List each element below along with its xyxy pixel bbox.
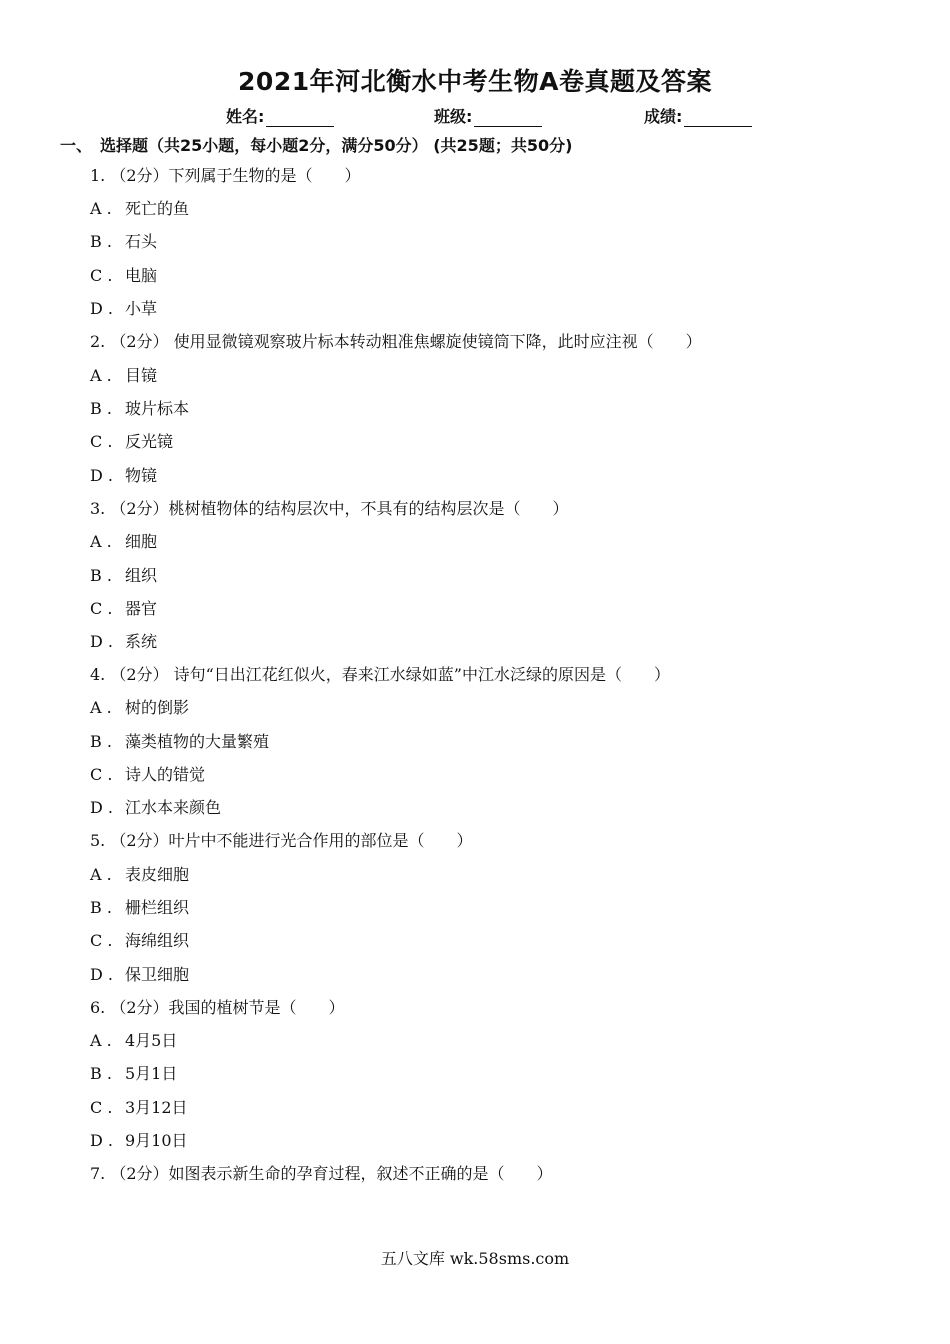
option-letter: C . (90, 765, 113, 784)
option-text: 电脑 (125, 266, 158, 285)
option-letter: B . (90, 732, 112, 751)
option-letter: B . (90, 399, 112, 418)
class-field (434, 104, 542, 127)
option-text: 9月10日 (125, 1131, 188, 1150)
option-text: 死亡的鱼 (125, 199, 190, 218)
option-6d (90, 1131, 188, 1151)
option-text: 系统 (125, 632, 158, 651)
option-text: 表皮细胞 (125, 865, 190, 884)
option-text: 栅栏组织 (125, 898, 190, 917)
option-letter: D . (90, 466, 113, 485)
option-text: 藻类植物的大量繁殖 (125, 732, 270, 751)
option-letter: C . (90, 266, 113, 285)
option-text: 细胞 (125, 532, 158, 551)
option-text: 石头 (125, 232, 158, 251)
page-footer: 五八文库 wk.58sms.com (380, 1249, 570, 1268)
option-2d (90, 466, 157, 486)
option-2c (90, 432, 173, 452)
option-6c (90, 1098, 188, 1118)
option-text: 5月1日 (125, 1064, 178, 1083)
option-letter: A . (90, 865, 112, 884)
option-text: 器官 (125, 599, 158, 618)
option-text: 3月12日 (125, 1098, 188, 1117)
option-3a (90, 532, 157, 552)
option-letter: A . (90, 1031, 112, 1050)
score-label: 成绩: (644, 107, 683, 126)
option-letter: C . (90, 931, 113, 950)
option-2b (90, 399, 189, 419)
option-2a (90, 366, 157, 386)
class-label: 班级: (434, 107, 473, 126)
option-letter: C . (90, 1098, 113, 1117)
section-text: 选择题（共25小题，每小题2分，满分50分） (共25题；共50分) (100, 136, 573, 155)
option-3c (90, 599, 157, 619)
option-text: 江水本来颜色 (125, 798, 222, 817)
name-field (226, 104, 334, 127)
option-5d (90, 965, 189, 985)
option-1d (90, 299, 157, 319)
option-text: 树的倒影 (125, 698, 190, 717)
option-text: 小草 (125, 299, 158, 318)
section-number: 一、 (60, 136, 93, 155)
option-text: 诗人的错觉 (125, 765, 206, 784)
option-text: 物镜 (125, 466, 158, 485)
option-text: 海绵组织 (125, 931, 190, 950)
option-4c (90, 765, 205, 785)
option-text: 组织 (125, 566, 158, 585)
class-blank (474, 110, 542, 127)
option-letter: D . (90, 965, 113, 984)
option-6a (90, 1031, 177, 1051)
option-4a (90, 698, 189, 718)
score-field (644, 104, 752, 127)
option-letter: A . (90, 698, 112, 717)
page-title: 2021年河北衡水中考生物A卷真题及答案 (238, 67, 712, 96)
option-letter: D . (90, 299, 113, 318)
option-6b (90, 1064, 177, 1084)
question-7: 7. （2分）如图表示新生命的孕育过程，叙述不正确的是（ ） (90, 1164, 553, 1183)
option-5b (90, 898, 189, 918)
question-3: 3. （2分）桃树植物体的结构层次中，不具有的结构层次是（ ） (90, 499, 569, 518)
option-5a (90, 865, 189, 885)
question-4: 4. （2分） 诗句“日出江花红似火，春来江水绿如蓝”中江水泛绿的原因是（ ） (90, 665, 670, 684)
option-letter: B . (90, 566, 112, 585)
score-blank (684, 110, 752, 127)
question-5: 5. （2分）叶片中不能进行光合作用的部位是（ ） (90, 831, 473, 850)
option-1b (90, 232, 157, 252)
section-heading (60, 133, 572, 156)
option-text: 反光镜 (125, 432, 174, 451)
question-2: 2. （2分） 使用显微镜观察玻片标本转动粗准焦螺旋使镜筒下降，此时应注视（ ） (90, 332, 702, 351)
name-blank (266, 110, 334, 127)
option-text: 目镜 (125, 366, 158, 385)
option-4d (90, 798, 221, 818)
option-letter: A . (90, 532, 112, 551)
option-1a (90, 199, 189, 219)
option-3b (90, 566, 157, 586)
option-text: 4月5日 (125, 1031, 178, 1050)
option-letter: B . (90, 898, 112, 917)
question-1: 1. （2分）下列属于生物的是（ ） (90, 166, 361, 185)
option-1c (90, 266, 157, 286)
option-letter: A . (90, 366, 112, 385)
option-letter: C . (90, 432, 113, 451)
option-letter: B . (90, 232, 112, 251)
name-label: 姓名: (226, 107, 265, 126)
option-letter: D . (90, 632, 113, 651)
option-letter: A . (90, 199, 112, 218)
option-text: 保卫细胞 (125, 965, 190, 984)
option-5c (90, 931, 189, 951)
option-3d (90, 632, 157, 652)
option-letter: B . (90, 1064, 112, 1083)
option-letter: D . (90, 798, 113, 817)
option-letter: C . (90, 599, 113, 618)
question-6: 6. （2分）我国的植树节是（ ） (90, 998, 345, 1017)
option-4b (90, 732, 269, 752)
option-text: 玻片标本 (125, 399, 190, 418)
option-letter: D . (90, 1131, 113, 1150)
